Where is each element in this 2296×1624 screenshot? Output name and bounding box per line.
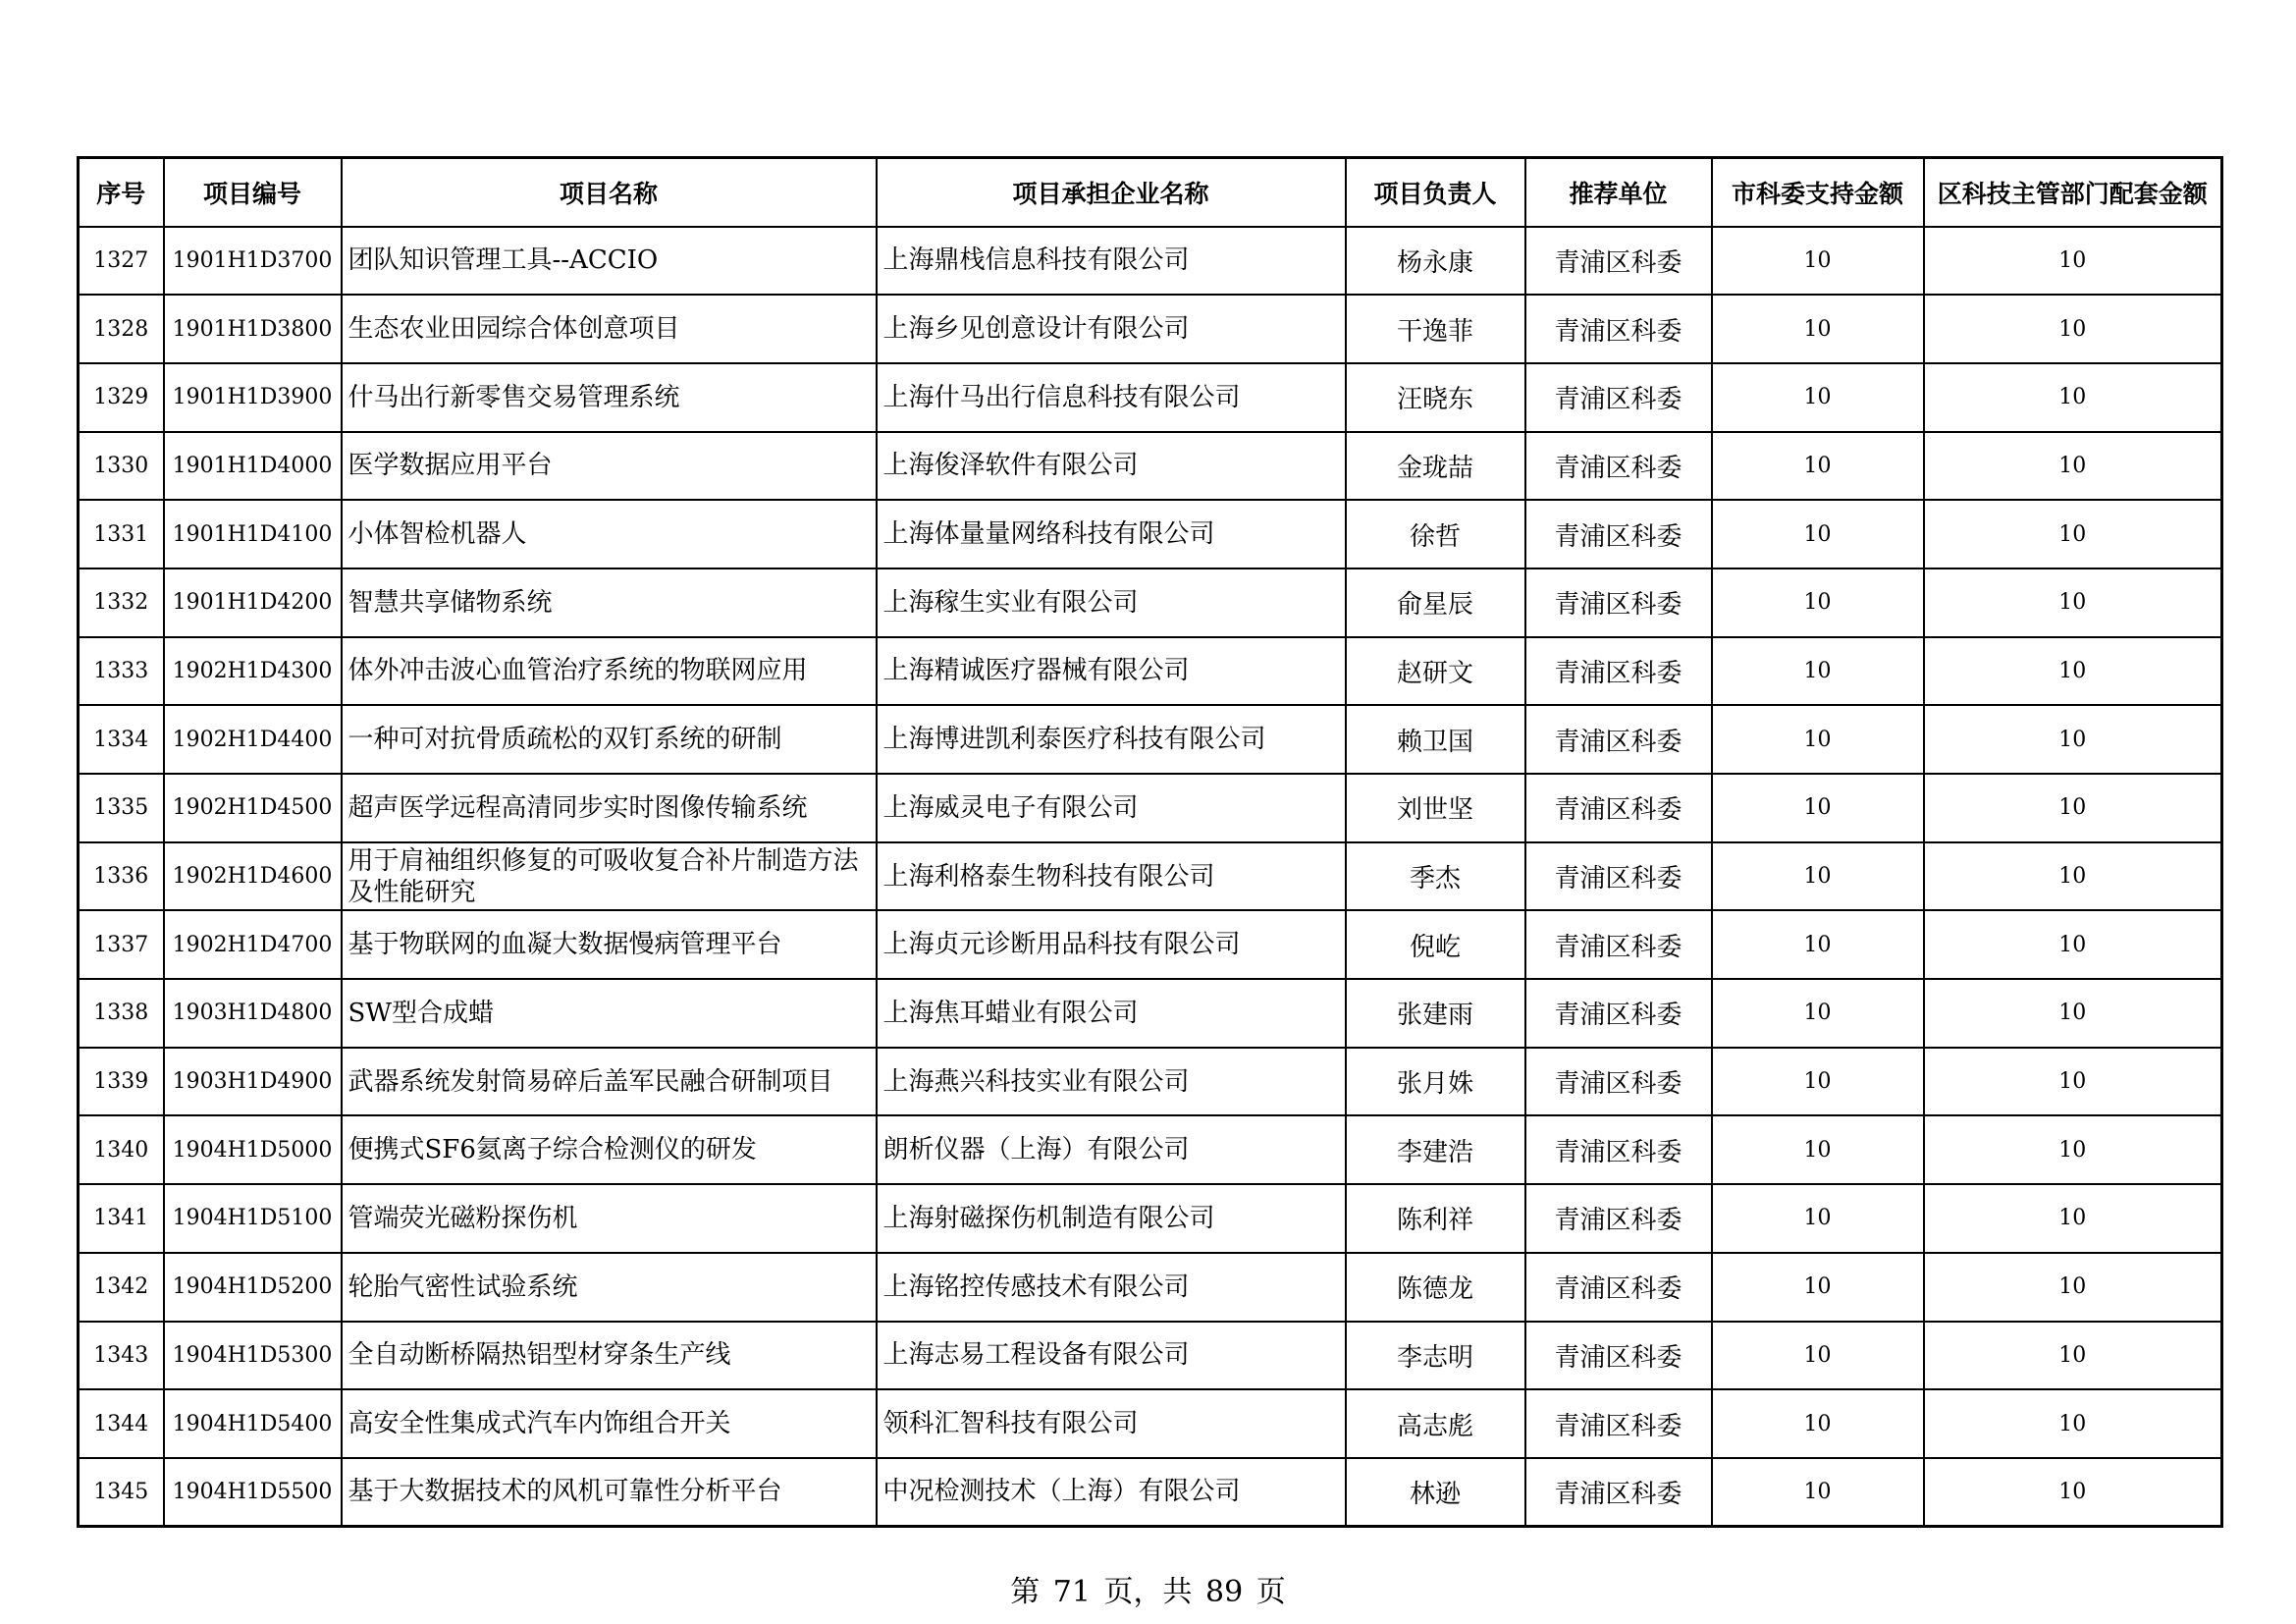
cell-district-matching-amount: 10 xyxy=(1924,1458,2222,1527)
cell-index: 1345 xyxy=(79,1458,164,1527)
cell-project-leader: 林逊 xyxy=(1346,1458,1525,1527)
cell-index: 1335 xyxy=(79,774,164,842)
page-number: 第 71 页，共 89 页 xyxy=(1010,1575,1286,1609)
cell-project-code: 1902H1D4400 xyxy=(164,705,342,774)
cell-project-name: 基于大数据技术的风机可靠性分析平台 xyxy=(342,1458,877,1527)
cell-city-support-amount: 10 xyxy=(1712,842,1924,911)
cell-project-leader: 李建浩 xyxy=(1346,1115,1525,1184)
header-project-code: 项目编号 xyxy=(164,158,342,227)
cell-index: 1341 xyxy=(79,1184,164,1253)
cell-project-leader: 李志明 xyxy=(1346,1322,1525,1390)
cell-company-name: 上海利格泰生物科技有限公司 xyxy=(877,842,1346,911)
cell-project-name: 便携式SF6氦离子综合检测仪的研发 xyxy=(342,1115,877,1184)
cell-project-name: 基于物联网的血凝大数据慢病管理平台 xyxy=(342,910,877,979)
cell-district-matching-amount: 10 xyxy=(1924,1253,2222,1322)
cell-city-support-amount: 10 xyxy=(1712,637,1924,706)
cell-project-leader: 张月姝 xyxy=(1346,1048,1525,1116)
table-row xyxy=(79,432,2222,501)
cell-project-code: 1902H1D4300 xyxy=(164,637,342,706)
cell-city-support-amount: 10 xyxy=(1712,774,1924,842)
cell-district-matching-amount: 10 xyxy=(1924,1389,2222,1458)
header-index: 序号 xyxy=(79,158,164,227)
cell-project-leader: 刘世坚 xyxy=(1346,774,1525,842)
cell-project-code: 1904H1D5300 xyxy=(164,1322,342,1390)
cell-recommending-unit: 青浦区科委 xyxy=(1525,568,1712,637)
cell-company-name: 上海志易工程设备有限公司 xyxy=(877,1322,1346,1390)
header-company-name: 项目承担企业名称 xyxy=(877,158,1346,227)
cell-project-name: 超声医学远程高清同步实时图像传输系统 xyxy=(342,774,877,842)
cell-recommending-unit: 青浦区科委 xyxy=(1525,1048,1712,1116)
cell-district-matching-amount: 10 xyxy=(1924,1322,2222,1390)
cell-recommending-unit: 青浦区科委 xyxy=(1525,637,1712,706)
cell-district-matching-amount: 10 xyxy=(1924,774,2222,842)
cell-company-name: 上海贞元诊断用品科技有限公司 xyxy=(877,910,1346,979)
header-recommending-unit: 推荐单位 xyxy=(1525,158,1712,227)
cell-project-code: 1903H1D4900 xyxy=(164,1048,342,1116)
cell-project-leader: 徐哲 xyxy=(1346,500,1525,568)
cell-recommending-unit: 青浦区科委 xyxy=(1525,363,1712,432)
cell-project-code: 1903H1D4800 xyxy=(164,979,342,1048)
cell-recommending-unit: 青浦区科委 xyxy=(1525,979,1712,1048)
table-row xyxy=(79,1458,2222,1527)
cell-city-support-amount: 10 xyxy=(1712,979,1924,1048)
cell-city-support-amount: 10 xyxy=(1712,705,1924,774)
cell-company-name: 上海俊泽软件有限公司 xyxy=(877,432,1346,501)
project-table xyxy=(77,156,2223,1528)
cell-project-code: 1902H1D4600 xyxy=(164,842,342,911)
cell-district-matching-amount: 10 xyxy=(1924,1048,2222,1116)
cell-index: 1339 xyxy=(79,1048,164,1116)
cell-project-name: SW型合成蜡 xyxy=(342,979,877,1048)
cell-index: 1329 xyxy=(79,363,164,432)
table-row xyxy=(79,227,2222,296)
cell-company-name: 上海什马出行信息科技有限公司 xyxy=(877,363,1346,432)
cell-recommending-unit: 青浦区科委 xyxy=(1525,1253,1712,1322)
cell-index: 1343 xyxy=(79,1322,164,1390)
cell-project-name: 全自动断桥隔热铝型材穿条生产线 xyxy=(342,1322,877,1390)
cell-city-support-amount: 10 xyxy=(1712,363,1924,432)
cell-project-code: 1904H1D5400 xyxy=(164,1389,342,1458)
cell-district-matching-amount: 10 xyxy=(1924,1184,2222,1253)
cell-project-leader: 金珑喆 xyxy=(1346,432,1525,501)
cell-index: 1327 xyxy=(79,227,164,296)
cell-project-code: 1901H1D3900 xyxy=(164,363,342,432)
cell-company-name: 上海铭控传感技术有限公司 xyxy=(877,1253,1346,1322)
cell-company-name: 上海焦耳蜡业有限公司 xyxy=(877,979,1346,1048)
header-project-leader: 项目负责人 xyxy=(1346,158,1525,227)
cell-city-support-amount: 10 xyxy=(1712,1458,1924,1527)
table-row xyxy=(79,1184,2222,1253)
cell-company-name: 上海射磁探伤机制造有限公司 xyxy=(877,1184,1346,1253)
cell-project-leader: 季杰 xyxy=(1346,842,1525,911)
cell-project-code: 1904H1D5200 xyxy=(164,1253,342,1322)
cell-company-name: 上海稼生实业有限公司 xyxy=(877,568,1346,637)
cell-district-matching-amount: 10 xyxy=(1924,910,2222,979)
table-row xyxy=(79,705,2222,774)
cell-city-support-amount: 10 xyxy=(1712,1253,1924,1322)
cell-recommending-unit: 青浦区科委 xyxy=(1525,432,1712,501)
cell-recommending-unit: 青浦区科委 xyxy=(1525,910,1712,979)
cell-project-name: 用于肩袖组织修复的可吸收复合补片制造方法及性能研究 xyxy=(342,842,877,911)
cell-district-matching-amount: 10 xyxy=(1924,432,2222,501)
cell-project-leader: 陈利祥 xyxy=(1346,1184,1525,1253)
cell-project-leader: 陈德龙 xyxy=(1346,1253,1525,1322)
cell-company-name: 上海鼎栈信息科技有限公司 xyxy=(877,227,1346,296)
cell-city-support-amount: 10 xyxy=(1712,568,1924,637)
cell-city-support-amount: 10 xyxy=(1712,295,1924,363)
cell-project-leader: 赵研文 xyxy=(1346,637,1525,706)
cell-project-leader: 张建雨 xyxy=(1346,979,1525,1048)
table-row xyxy=(79,1115,2222,1184)
cell-district-matching-amount: 10 xyxy=(1924,363,2222,432)
table-row xyxy=(79,910,2222,979)
cell-project-leader: 杨永康 xyxy=(1346,227,1525,296)
cell-recommending-unit: 青浦区科委 xyxy=(1525,1184,1712,1253)
cell-project-name: 高安全性集成式汽车内饰组合开关 xyxy=(342,1389,877,1458)
cell-recommending-unit: 青浦区科委 xyxy=(1525,842,1712,911)
cell-recommending-unit: 青浦区科委 xyxy=(1525,1458,1712,1527)
cell-project-code: 1904H1D5500 xyxy=(164,1458,342,1527)
cell-index: 1332 xyxy=(79,568,164,637)
cell-project-leader: 高志彪 xyxy=(1346,1389,1525,1458)
cell-city-support-amount: 10 xyxy=(1712,500,1924,568)
table-row xyxy=(79,979,2222,1048)
table-row xyxy=(79,1048,2222,1116)
header-city-support-amount: 市科委支持金额 xyxy=(1712,158,1924,227)
cell-project-code: 1901H1D4000 xyxy=(164,432,342,501)
table-row xyxy=(79,637,2222,706)
cell-company-name: 上海博进凯利泰医疗科技有限公司 xyxy=(877,705,1346,774)
header-project-name: 项目名称 xyxy=(342,158,877,227)
table-row xyxy=(79,500,2222,568)
cell-project-code: 1901H1D4200 xyxy=(164,568,342,637)
cell-city-support-amount: 10 xyxy=(1712,432,1924,501)
cell-project-code: 1902H1D4700 xyxy=(164,910,342,979)
header-row xyxy=(79,158,2222,227)
cell-recommending-unit: 青浦区科委 xyxy=(1525,227,1712,296)
cell-index: 1333 xyxy=(79,637,164,706)
cell-index: 1340 xyxy=(79,1115,164,1184)
cell-index: 1334 xyxy=(79,705,164,774)
cell-city-support-amount: 10 xyxy=(1712,1322,1924,1390)
cell-recommending-unit: 青浦区科委 xyxy=(1525,705,1712,774)
cell-company-name: 上海燕兴科技实业有限公司 xyxy=(877,1048,1346,1116)
cell-index: 1337 xyxy=(79,910,164,979)
cell-district-matching-amount: 10 xyxy=(1924,705,2222,774)
cell-city-support-amount: 10 xyxy=(1712,1115,1924,1184)
table-row xyxy=(79,1253,2222,1322)
cell-index: 1328 xyxy=(79,295,164,363)
cell-project-name: 智慧共享储物系统 xyxy=(342,568,877,637)
cell-project-name: 一种可对抗骨质疏松的双钉系统的研制 xyxy=(342,705,877,774)
table-row xyxy=(79,774,2222,842)
table-row xyxy=(79,842,2222,911)
cell-recommending-unit: 青浦区科委 xyxy=(1525,295,1712,363)
cell-city-support-amount: 10 xyxy=(1712,1184,1924,1253)
cell-project-name: 生态农业田园综合体创意项目 xyxy=(342,295,877,363)
cell-city-support-amount: 10 xyxy=(1712,227,1924,296)
cell-index: 1331 xyxy=(79,500,164,568)
cell-district-matching-amount: 10 xyxy=(1924,295,2222,363)
cell-project-name: 小体智检机器人 xyxy=(342,500,877,568)
cell-project-leader: 汪晓东 xyxy=(1346,363,1525,432)
header-district-matching-amount: 区科技主管部门配套金额 xyxy=(1924,158,2222,227)
cell-district-matching-amount: 10 xyxy=(1924,842,2222,911)
cell-company-name: 上海威灵电子有限公司 xyxy=(877,774,1346,842)
cell-index: 1338 xyxy=(79,979,164,1048)
cell-project-leader: 干逸菲 xyxy=(1346,295,1525,363)
cell-project-name: 什马出行新零售交易管理系统 xyxy=(342,363,877,432)
cell-project-name: 团队知识管理工具--ACCIO xyxy=(342,227,877,296)
cell-project-leader: 倪屹 xyxy=(1346,910,1525,979)
cell-company-name: 领科汇智科技有限公司 xyxy=(877,1389,1346,1458)
cell-index: 1342 xyxy=(79,1253,164,1322)
table-row xyxy=(79,363,2222,432)
cell-project-code: 1904H1D5100 xyxy=(164,1184,342,1253)
table-row xyxy=(79,1389,2222,1458)
cell-project-name: 轮胎气密性试验系统 xyxy=(342,1253,877,1322)
cell-recommending-unit: 青浦区科委 xyxy=(1525,774,1712,842)
cell-index: 1344 xyxy=(79,1389,164,1458)
cell-index: 1336 xyxy=(79,842,164,911)
cell-recommending-unit: 青浦区科委 xyxy=(1525,500,1712,568)
cell-project-name: 管端荧光磁粉探伤机 xyxy=(342,1184,877,1253)
cell-district-matching-amount: 10 xyxy=(1924,227,2222,296)
cell-district-matching-amount: 10 xyxy=(1924,500,2222,568)
table-body xyxy=(79,227,2222,1527)
cell-city-support-amount: 10 xyxy=(1712,1048,1924,1116)
cell-recommending-unit: 青浦区科委 xyxy=(1525,1115,1712,1184)
cell-project-leader: 赖卫国 xyxy=(1346,705,1525,774)
table-row xyxy=(79,568,2222,637)
cell-company-name: 上海乡见创意设计有限公司 xyxy=(877,295,1346,363)
cell-project-leader: 俞星辰 xyxy=(1346,568,1525,637)
table-row xyxy=(79,1322,2222,1390)
cell-company-name: 上海精诚医疗器械有限公司 xyxy=(877,637,1346,706)
cell-district-matching-amount: 10 xyxy=(1924,568,2222,637)
cell-index: 1330 xyxy=(79,432,164,501)
cell-company-name: 朗析仪器（上海）有限公司 xyxy=(877,1115,1346,1184)
cell-project-name: 武器系统发射筒易碎后盖军民融合研制项目 xyxy=(342,1048,877,1116)
cell-recommending-unit: 青浦区科委 xyxy=(1525,1322,1712,1390)
cell-district-matching-amount: 10 xyxy=(1924,1115,2222,1184)
cell-project-code: 1901H1D3800 xyxy=(164,295,342,363)
cell-company-name: 上海体量量网络科技有限公司 xyxy=(877,500,1346,568)
cell-project-code: 1902H1D4500 xyxy=(164,774,342,842)
cell-city-support-amount: 10 xyxy=(1712,1389,1924,1458)
cell-recommending-unit: 青浦区科委 xyxy=(1525,1389,1712,1458)
cell-city-support-amount: 10 xyxy=(1712,910,1924,979)
cell-project-code: 1901H1D3700 xyxy=(164,227,342,296)
cell-company-name: 中况检测技术（上海）有限公司 xyxy=(877,1458,1346,1527)
cell-district-matching-amount: 10 xyxy=(1924,979,2222,1048)
cell-project-code: 1904H1D5000 xyxy=(164,1115,342,1184)
cell-project-name: 体外冲击波心血管治疗系统的物联网应用 xyxy=(342,637,877,706)
table-row xyxy=(79,295,2222,363)
cell-project-code: 1901H1D4100 xyxy=(164,500,342,568)
cell-project-name: 医学数据应用平台 xyxy=(342,432,877,501)
cell-district-matching-amount: 10 xyxy=(1924,637,2222,706)
